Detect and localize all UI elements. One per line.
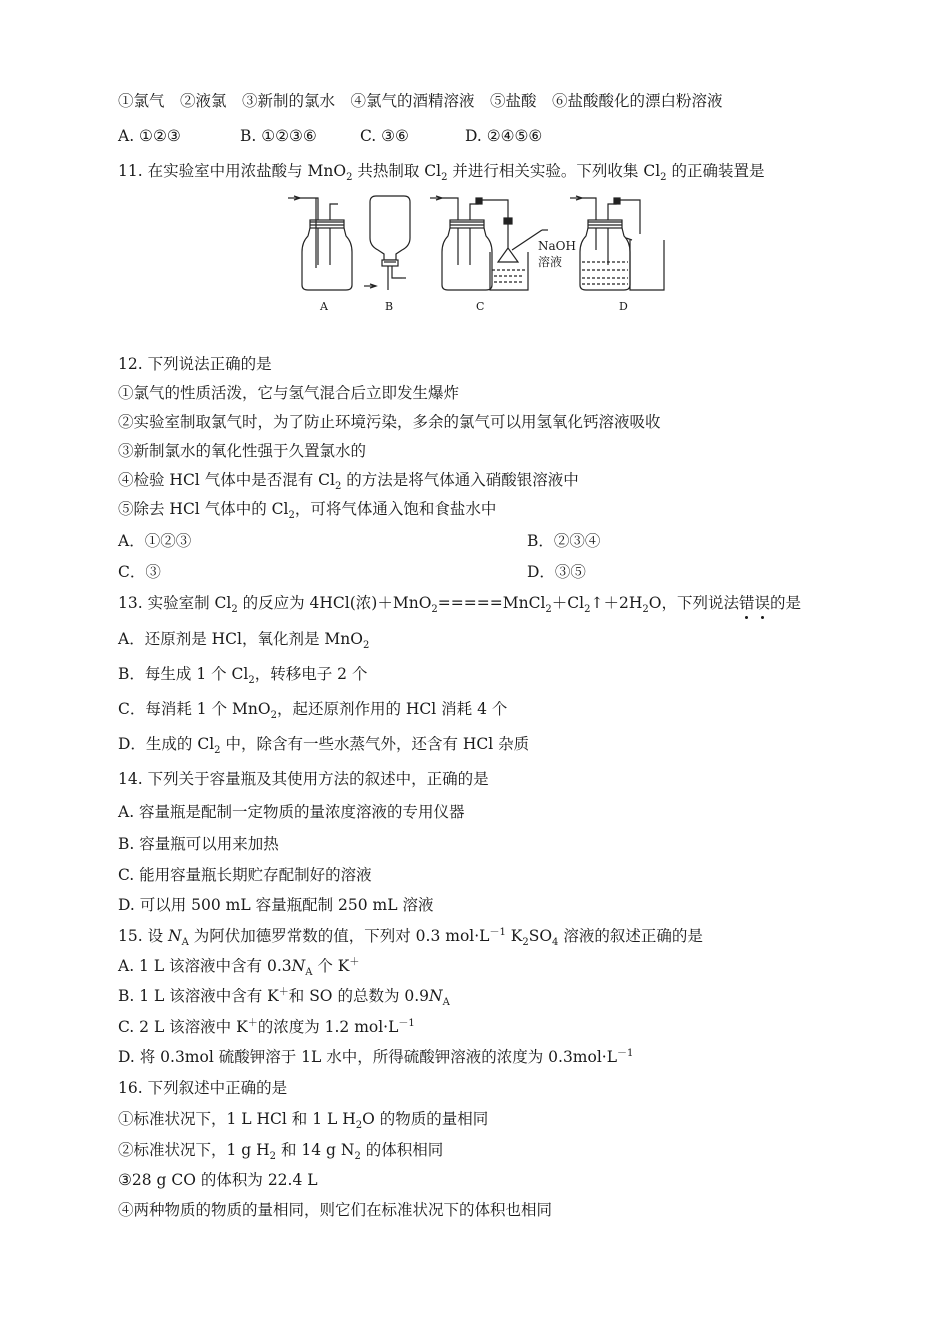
naoh-label: NaOH — [538, 239, 576, 253]
figure-label-b: B — [385, 300, 394, 313]
q12-option-a: A．①②③ — [118, 532, 192, 550]
q12-statement-5: ⑤除去 HCl 气体中的 $Cl_2$，可将气体通入饱和食盐水中 — [118, 500, 497, 522]
q13-option-a: A．还原剂是 HCl，氧化剂是 MnO$_2$ — [118, 630, 370, 652]
apparatus-b — [364, 196, 410, 290]
q12-statement-2: ②实验室制取氯气时，为了防止环境污染，多余的氯气可以用氢氧化钙溶液吸收 — [118, 413, 661, 431]
q12-option-b: B．②③④ — [527, 532, 601, 550]
q16-statement-4: ④两种物质的物质的量相同，则它们在标准状况下的体积也相同 — [118, 1201, 553, 1219]
solution-label: 溶液 — [538, 255, 563, 269]
q15-option-b: B. 1 L 该溶液中含有 K＋和 SO 的总数为 $0.9N_A$ — [118, 986, 450, 1009]
q10-option-b: B. ①②③⑥ — [240, 127, 317, 145]
q12-option-c: C．③ — [118, 563, 161, 581]
q14-option-b: B. 容量瓶可以用来加热 — [118, 835, 279, 853]
apparatus-a — [288, 196, 352, 290]
q13-stem: 13. 实验室制 $Cl_2$ 的反应为 4HCl(浓)$+MnO_2=====MnCl_2+Cl_2↑+2H_2O$，下列说法错 误 的是 — [118, 593, 801, 613]
q13-option-b: B．每生成 1 个 $Cl_2$，转移电子 2 个 — [118, 665, 368, 687]
q12-statement-1: ①氯气的性质活泼，它与氢气混合后立即发生爆炸 — [118, 384, 460, 402]
q15-stem: 15. 设 $N_A$ 为阿伏加德罗常数的值，下列对 0.3 $mol\cdot L^{-1}$ $K_2SO_4$ 溶液的叙述正确的是 — [118, 926, 703, 949]
q12-statement-3: ③新制氯水的氧化性强于久置氯水的 — [118, 442, 367, 460]
figure-label-a: A — [320, 300, 328, 313]
q13-option-d: D．生成的 $Cl_2$ 中，除含有一些水蒸气外，还含有 HCl 杂质 — [118, 735, 530, 757]
q10-options — [118, 126, 542, 146]
q12-statement-4: ④检验 HCl 气体中是否混有 $Cl_2$ 的方法是将气体通入硝酸银溶液中 — [118, 471, 579, 493]
q14-option-a: A. 容量瓶是配制一定物质的量浓度溶液的专用仪器 — [118, 803, 465, 821]
q13-option-c: C．每消耗 1 个 MnO$_2$，起还原剂作用的 HCl 消耗 4 个 — [118, 700, 508, 722]
q16-statement-2: ②标准状况下，1 g $H_2$ 和 14 g $N_2$ 的体积相同 — [118, 1141, 444, 1163]
q10-option-d: D. ②④⑤⑥ — [465, 127, 543, 145]
q12-option-d: D．③⑤ — [527, 563, 586, 581]
apparatus-diagram — [280, 190, 670, 320]
q10-option-c: C. ③⑥ — [360, 127, 409, 145]
apparatus-c — [430, 196, 528, 290]
emphasis-char-2: 误 — [754, 594, 770, 612]
q15-option-a: A. 1 L 该溶液中含有 $0.3N_A$ 个 K＋ — [118, 956, 360, 979]
q11-stem: 11. 在实验室中用浓盐酸与 MnO$_2$ 共热制取 $Cl_2$ 并进行相关实验。下列收集 $Cl_2$ 的正确装置是 — [118, 162, 765, 184]
q15-option-c: C. 2 L 该溶液中 K＋的浓度为 1.2 $mol\cdot L^{-1}$ — [118, 1017, 415, 1036]
q16-statement-3: ③28 g CO 的体积为 22.4 L — [118, 1171, 318, 1189]
q14-option-d: D. 可以用 500 mL 容量瓶配制 250 mL 溶液 — [118, 896, 434, 914]
figure-label-c: C — [476, 300, 485, 313]
apparatus-d — [570, 196, 664, 290]
q12-stem: 12. 下列说法正确的是 — [118, 355, 272, 373]
gas-collection-apparatus-figure — [280, 190, 670, 320]
q16-stem: 16. 下列叙述中正确的是 — [118, 1079, 288, 1097]
q10-items: ①氯气 ②液氯 ③新制的氯水 ④氯气的酒精溶液 ⑤盐酸 ⑥盐酸酸化的漂白粉溶液 — [118, 92, 723, 110]
emphasis-char-1: 错 — [739, 594, 755, 612]
figure-label-d: D — [619, 300, 628, 313]
q14-option-c: C. 能用容量瓶长期贮存配制好的溶液 — [118, 866, 372, 884]
q10-option-a: A. ①②③ — [118, 127, 181, 145]
q15-option-d: D. 将 0.3mol 硫酸钾溶于 1L 水中，所得硫酸钾溶液的浓度为 $0.3mol\cdot L^{-1}$ — [118, 1047, 634, 1066]
q14-stem: 14. 下列关于容量瓶及其使用方法的叙述中，正确的是 — [118, 770, 489, 788]
q16-statement-1: ①标准状况下，1 L HCl 和 1 L $H_2O$ 的物质的量相同 — [118, 1110, 489, 1132]
